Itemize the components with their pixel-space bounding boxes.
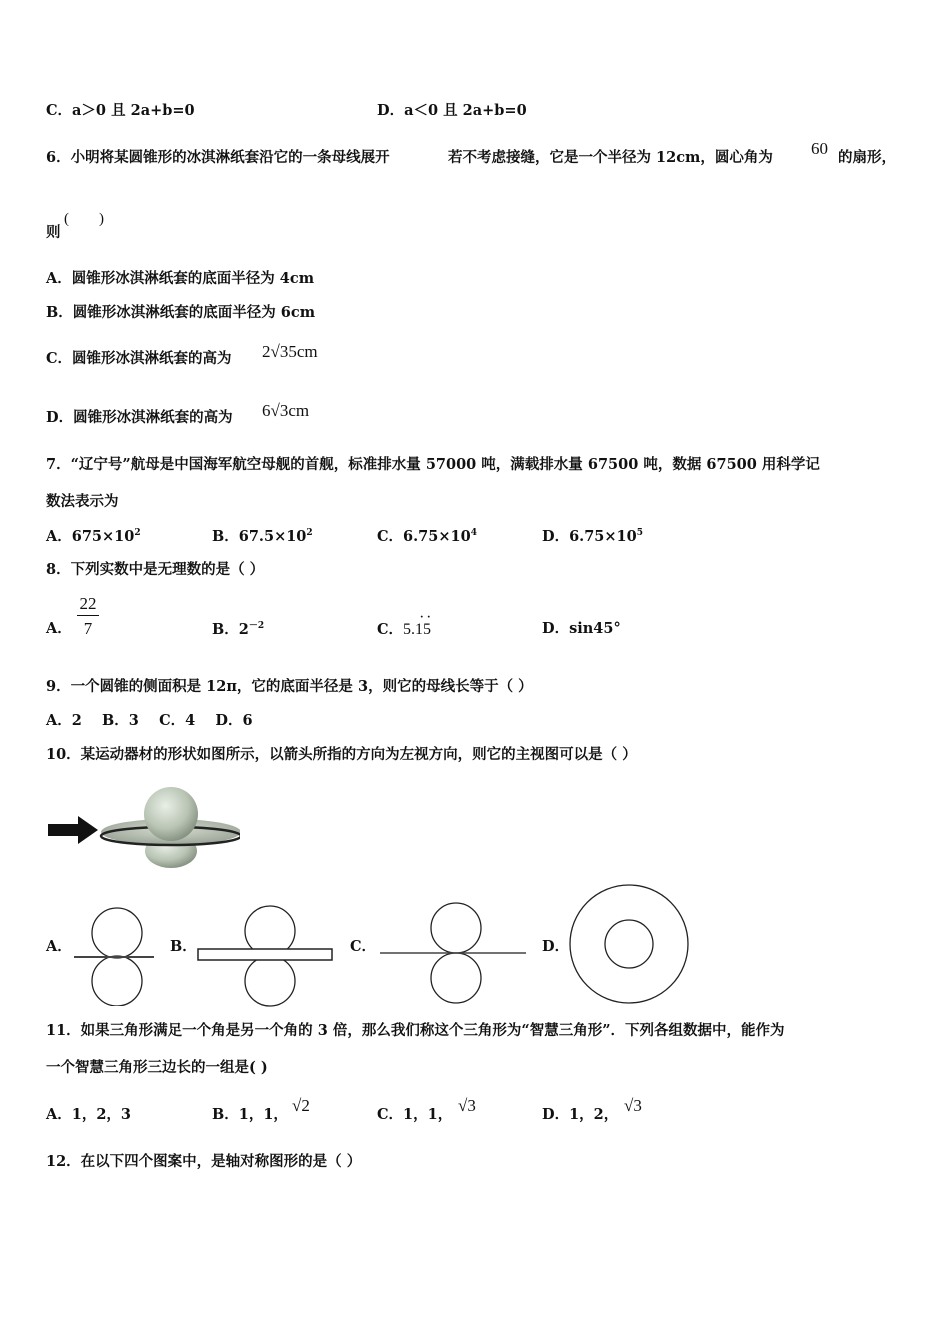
- q12-stem: 12．在以下四个图案中，是轴对称图形的是（ ）: [46, 1153, 362, 1170]
- q7-option-b: B．$67.5\times 10^2$: [212, 528, 313, 545]
- q7-option-d: D．$6.75\times 10^5$: [542, 528, 643, 545]
- q8-repeating-dots: · ·: [420, 612, 431, 623]
- q9-options: A．2 B．3 C．4 D．6: [46, 712, 253, 729]
- q9-stem: 9．一个圆锥的侧面积是 12π，它的底面半径是 3，则它的母线长等于（ ）: [46, 678, 533, 695]
- q6-option-d: D．圆锥形冰淇淋纸套的高为: [46, 409, 233, 426]
- q6-option-a: A．圆锥形冰淇淋纸套的底面半径为 4cm: [46, 270, 315, 287]
- q6-stem-part3: 的扇形，: [838, 149, 896, 166]
- q8-option-c: C．5.15: [377, 621, 432, 638]
- q5-option-d: D．a＜0 且 2a+b=0: [377, 102, 527, 119]
- q6-option-c-math: 2√35cm: [262, 342, 318, 361]
- q6-option-c: C．圆锥形冰淇淋纸套的高为: [46, 350, 232, 367]
- q11-stem-line2: 一个智慧三角形三边长的一组是( ): [46, 1059, 268, 1076]
- q6-stem-part4: 则: [46, 224, 61, 241]
- q11-option-b: B．1，1，: [212, 1106, 288, 1123]
- q7-option-c: C．$6.75\times 10^4$: [377, 528, 477, 545]
- q7-stem-line1: 7．“辽宁号”航母是中国海军航空母舰的首舰，标准排水量 57000 吨，满载排水量 67500 吨，数据 67500 用科学记: [46, 456, 820, 473]
- q6-angle-value: 60: [811, 139, 828, 158]
- q8-fraction-bar: [77, 615, 99, 616]
- q6-stem-part1: 6．小明将某圆锥形的冰淇淋纸套沿它的一条母线展开: [46, 149, 390, 166]
- q10-option-d-figure: [566, 882, 692, 1008]
- q10-equipment-figure: [44, 780, 240, 872]
- q7-option-a: A．$675\times 10^2$: [46, 528, 141, 545]
- q6-option-b: B．圆锥形冰淇淋纸套的底面半径为 6cm: [46, 304, 316, 321]
- q11-stem-line1: 11．如果三角形满足一个角是另一个角的 3 倍，那么我们称这个三角形为“智慧三角形”．下列各组数据中，能作为: [46, 1022, 785, 1039]
- q8-fraction-numerator: 22: [79, 594, 97, 613]
- q11-option-d: D．1，2，: [542, 1106, 619, 1123]
- q10-option-a-figure: [70, 902, 154, 1006]
- q10-option-a-label: A．: [46, 938, 72, 955]
- q10-option-c-figure: [378, 902, 528, 1006]
- q11-option-d-math: √3: [624, 1096, 642, 1115]
- q11-option-b-math: √2: [292, 1096, 310, 1115]
- q6-option-d-math: 6√3cm: [262, 401, 310, 420]
- q10-option-b-label: B．: [170, 938, 197, 955]
- q8-option-a-label: A．: [46, 620, 72, 637]
- q7-stem-line2: 数法表示为: [46, 493, 119, 510]
- q8-stem: 8．下列实数中是无理数的是（ ）: [46, 561, 265, 578]
- q10-option-c-label: C．: [350, 938, 377, 955]
- q11-option-c-math: √3: [458, 1096, 476, 1115]
- q10-option-d-label: D．: [542, 938, 570, 955]
- q6-answer-paren: ( ): [64, 211, 104, 227]
- q8-fraction-denominator: 7: [83, 619, 93, 638]
- q11-option-c: C．1，1，: [377, 1106, 453, 1123]
- q8-option-b: B．$2^{-2}$: [212, 621, 265, 638]
- q5-option-c: C．a＞0 且 2a+b=0: [46, 102, 195, 119]
- q11-option-a: A．1，2，3: [46, 1106, 132, 1123]
- q10-option-b-figure: [194, 905, 334, 1009]
- q8-option-d: D．sin45°: [542, 620, 621, 637]
- q6-stem-part2: 若不考虑接缝，它是一个半径为 12cm，圆心角为: [448, 149, 773, 166]
- q10-stem: 10．某运动器材的形状如图所示，以箭头所指的方向为左视方向，则它的主视图可以是（ ）: [46, 746, 637, 763]
